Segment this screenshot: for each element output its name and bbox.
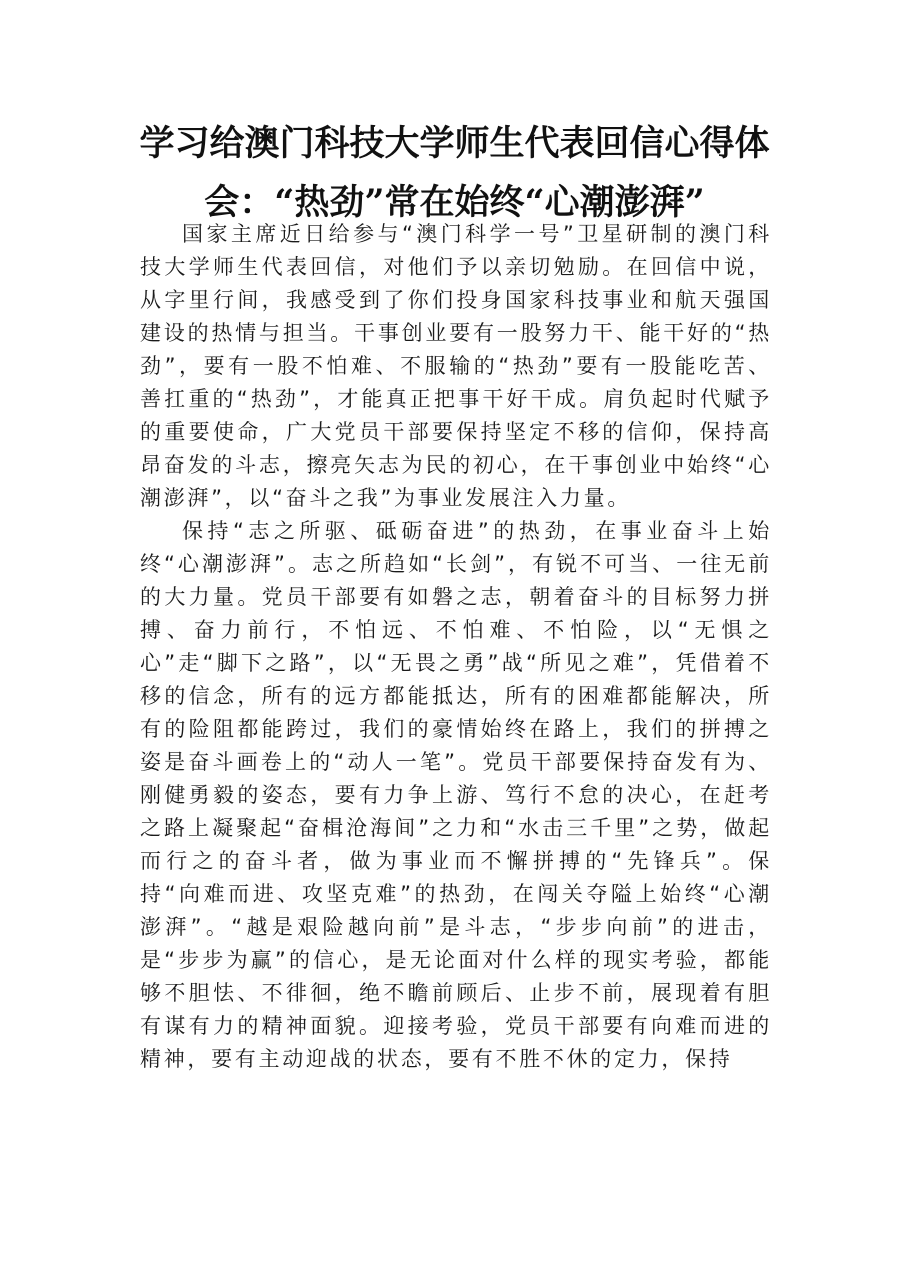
body-paragraph-2: 保持“志之所驱、砥砺奋进”的热劲，在事业奋斗上始终“心潮澎湃”。志之所趋如“长剑”，有锐不可当、一往无前的大力量。党员干部要有如磐之志，朝着奋斗的目标努力拼搏、奋力前行，不怕远、不怕难、不怕险，以“无惧之心”走“脚下之路”，以“无畏之勇”战“所见之难”，凭借着不移的信念，所有的远方都能抵达，所有的困难都能解决，所有的险阻都能跨过，我们的豪情始终在路上，我们的拼搏之姿是奋斗画卷上的“动人一笔”。党员干部要保持奋发有为、刚健勇毅的姿态，要有力争上游、笃行不怠的决心，在赶考之路上凝聚起“奋楫沧海间”之力和“水击三千里”之势，做起而行之的奋斗者，做为事业而不懈拼搏的“先锋兵”。保持“向难而进、攻坚克难”的热劲，在闯关夺隘上始终“心潮澎湃”。“越是艰险越向前”是斗志，“步步向前”的进击，是“步步为赢”的信心，是无论面对什么样的现实考验，都能够不胆怯、不徘徊，绝不瞻前顾后、止步不前，展现着有胆有谋有力的精神面貌。迎接考验，党员干部要有向难而进的精神，要有主动迎战的状态，要有不胜不休的定力，保持 (140, 519, 772, 1071)
document-title-line-1: 学习给澳门科技大学师生代表回信心得体 (139, 123, 770, 164)
body-paragraph-1: 国家主席近日给参与“澳门科学一号”卫星研制的澳门科技大学师生代表回信，对他们予以亲切勉励。在回信中说，从字里行间，我感受到了你们投身国家科技事业和航天强国建设的热情与担当。干事创业要有一股努力干、能干好的“热劲”，要有一股不怕难、不服输的“热劲”要有一股能吃苦、善扛重的“热劲”，才能真正把事干好干成。肩负起时代赋予的重要使命，广大党员干部要保持坚定不移的信仰，保持高昂奋发的斗志，擦亮矢志为民的初心，在干事创业中始终“心潮澎湃”，以“奋斗之我”为事业发展注入力量。 (140, 222, 772, 510)
document-title-line-2: 会：“热劲”常在始终“心潮澎湃” (204, 182, 705, 223)
document-body (140, 218, 772, 1076)
